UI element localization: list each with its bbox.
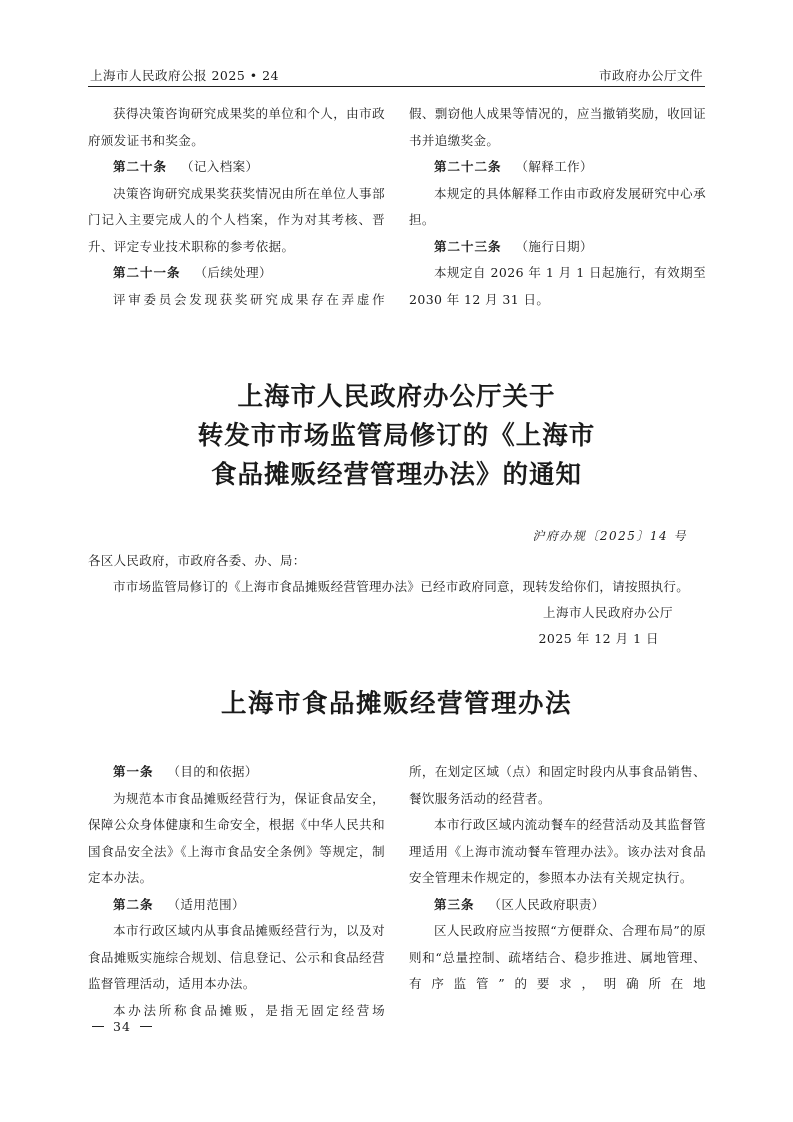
bottom-left-column [88,759,385,1024]
paragraph: 本规定的具体解释工作由市政府发展研究中心承担。 [409,185,706,227]
footer-dash-left [92,1026,104,1028]
header-publication: 上海市人民政府公报 2025 • 24 [90,68,280,83]
article-caption: （后续处理） [194,265,272,280]
paragraph: 决策咨询研究成果奖获奖情况由所在单位人事部门记入主要完成人的个人档案，作为对其考核、晋升、评定专业技术职称的参考依据。 [88,185,385,254]
paragraph: 评审委员会发现获奖研究成果存在弄虚作 [113,291,385,307]
article-caption: （记入档案） [181,159,259,174]
signature-block [538,600,673,652]
article-heading [88,892,385,919]
paragraph: 本规定自 2026 年 1 月 1 日起施行，有效期至 2030 年 12 月 31 日。 [409,265,706,307]
page-number: 34 [113,1019,131,1034]
paragraph: 本市行政区域内从事食品摊贩经营行为，以及对食品摊贩实施综合规划、信息登记、公示和食品经营监督管理活动，适用本办法。 [88,923,385,991]
notice-text [88,548,705,600]
article-heading [409,154,706,181]
header-section: 市政府办公厅文件 [598,68,703,83]
article-caption: （区人民政府职责） [488,896,605,912]
notice-title [88,378,705,495]
article-heading [88,154,385,181]
top-left-column [88,101,385,313]
article-heading [88,260,385,287]
notice-title-line-1: 上海市人民政府办公厅关于 [237,382,556,412]
paragraph: 获得决策咨询研究成果奖的单位和个人，由市政府颁发证书和奖金。 [88,106,385,148]
article-number: 第二十三条 [434,238,502,254]
paragraph: 区人民政府应当按照“方便群众、合理布局”的原则和“总量控制、疏堵结合、稳步推进、属地管理、有序监管”的要求，明确所在地 [409,923,706,991]
page-header [88,62,705,87]
paragraph: 假、剽窃他人成果等情况的，应当撤销奖励，收回证书并追缴奖金。 [409,106,706,148]
article-caption: （解释工作） [515,159,593,174]
notice-body: 市市场监管局修订的《上海市食品摊贩经营管理办法》已经市政府同意，现转发给你们，请按照执行。 [113,579,690,594]
regulation-title: 上海市食品摊贩经营管理办法 [220,689,572,719]
article-number: 第二十一条 [113,265,181,280]
paragraph: 所，在划定区域（点）和固定时段内从事食品销售、餐饮服务活动的经营者。 [409,764,706,806]
paragraph: 为规范本市食品摊贩经营行为，保证食品安全，保障公众身体健康和生命安全，根据《中华人民共和国食品安全法》《上海市食品安全条例》等规定，制定本办法。 [88,790,385,885]
article-number: 第一条 [113,764,154,779]
signature-org: 上海市人民政府办公厅 [542,605,673,620]
footer-dash-right [140,1026,152,1028]
bottom-right-column [409,759,706,998]
addressee: 各区人民政府，市政府各委、办、局： [88,553,306,568]
signature-date: 2025 年 12 月 1 日 [538,631,659,646]
article-caption: （适用范围） [167,896,245,912]
article-heading [409,234,706,261]
paragraph: 本市行政区域内流动餐车的经营活动及其监督管理适用《上海市流动餐车管理办法》。该办法对食品安全管理未作规定的，参照本办法有关规定执行。 [409,817,706,885]
article-heading [88,759,385,786]
article-number: 第二十二条 [434,159,502,174]
notice-title-line-2: 转发市市场监管局修订的《上海市 [197,421,596,451]
notice-title-line-3: 食品摊贩经营管理办法》的通知 [210,460,582,490]
article-heading [409,892,706,919]
article-caption: （目的和依据） [167,764,258,779]
document-number: 沪府办规〔2025〕14 号 [532,529,687,543]
paragraph: 本办法所称食品摊贩，是指无固定经营场 [113,1002,385,1018]
page-footer [92,1019,152,1034]
article-number: 第三条 [434,896,475,912]
article-number: 第二条 [113,896,154,912]
article-caption: （施行日期） [515,238,593,254]
top-right-column [409,101,706,313]
article-number: 第二十条 [113,159,168,174]
